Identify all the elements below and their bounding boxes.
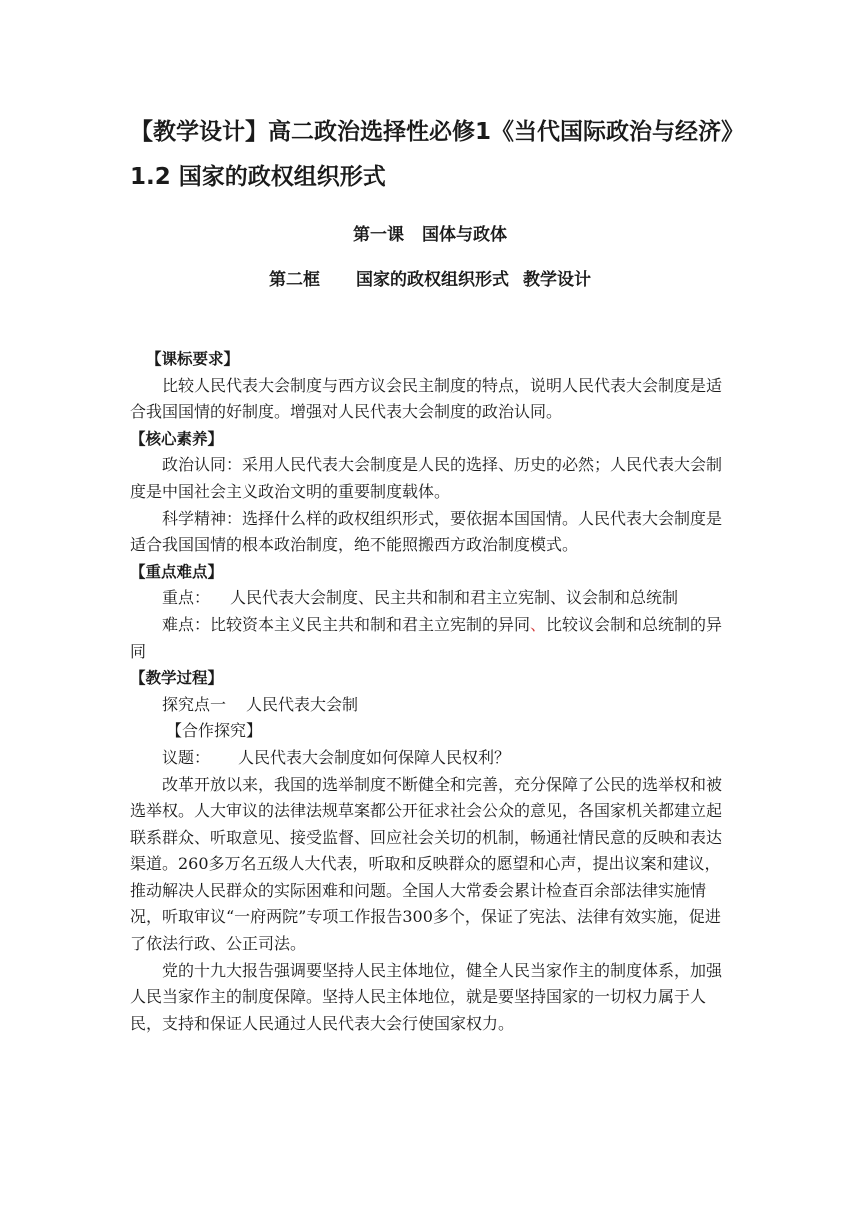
explore-text: 人民代表大会制 [246, 694, 359, 714]
document-body [130, 346, 730, 1037]
paragraph-literacy-2: 科学精神：选择什么样的政权组织形式，要依据本国国情。人民代表大会制度是适合我国国情的根本政治制度，绝不能照搬西方政治制度模式。 [130, 508, 723, 555]
section-heading [130, 265, 730, 290]
section-heading-part1: 第二框 [269, 270, 320, 290]
topic-line [130, 745, 730, 772]
difficult-text-b: 比较议会制和总统制的异同 [130, 614, 723, 661]
explore-label: 探究点一 [162, 694, 227, 714]
paragraph-key-point [130, 585, 730, 612]
key-label: 重点： [162, 588, 211, 608]
explore-point-line [130, 692, 730, 719]
section-heading-part2: 国家的政权组织形式 [356, 270, 509, 290]
difficult-label: 难点： [162, 614, 211, 634]
topic-label: 议题： [162, 747, 211, 767]
section-heading-part3: 教学设计 [523, 270, 591, 290]
heading-process: 【教学过程】 [130, 669, 224, 688]
paragraph-reform: 改革开放以来，我国的选举制度不断健全和完善，充分保障了公民的选举权和被选举权。人大审议的法律法规草案都公开征求社会公众的意见，各国家机关都建立起联系群众、听取意见、接受监督、回应社会关切的机制，畅通社情民意的反映和表达渠道。260多万名五级人大代表，听取和反映群众的愿望和心声，提出议案和建议，推动解决人民群众的实际困难和问题。全国人大常委会累计检查百余部法律实施情况，听取审议“一府两院”专项工作报告300多个，保证了宪法、法律有效实施，促进了依法行政、公正司法。 [130, 774, 723, 954]
heading-coop: 【合作探究】 [166, 721, 263, 741]
heading-key-points: 【重点难点】 [130, 562, 224, 581]
paragraph-curriculum: 比较人民代表大会制度与西方议会民主制度的特点，说明人民代表大会制度是适合我国国情的好制度。增强对人民代表大会制度的政治认同。 [130, 375, 723, 422]
topic-text: 人民代表大会制度如何保障人民权利？ [238, 747, 511, 767]
lesson-heading: 第一课 国体与政体 [353, 225, 507, 245]
key-text: 人民代表大会制度、民主共和制和君主立宪制、议会制和总统制 [230, 588, 679, 608]
paragraph-congress: 党的十九大报告强调要坚持人民主体地位，健全人民当家作主的制度体系，加强人民当家作主的制度保障。坚持人民主体地位，就是要坚持国家的一切权力属于人民，支持和保证人民通过人民代表大会行使国家权力。 [130, 960, 723, 1033]
document-title: 【教学设计】高二政治选择性必修1《当代国际政治与经济》1.2 国家的政权组织形式 [130, 119, 745, 190]
paragraph-difficult-point [130, 612, 730, 665]
paragraph-literacy-1: 政治认同：采用人民代表大会制度是人民的选择、历史的必然；人民代表大会制度是中国社会主义政治文明的重要制度载体。 [130, 455, 723, 501]
heading-curriculum: 【课标要求】 [146, 350, 240, 368]
difficult-separator: 、 [530, 614, 547, 634]
difficult-text-a: 比较资本主义民主共和制和君主立宪制的异同 [210, 614, 531, 634]
heading-literacy: 【核心素养】 [130, 429, 224, 448]
